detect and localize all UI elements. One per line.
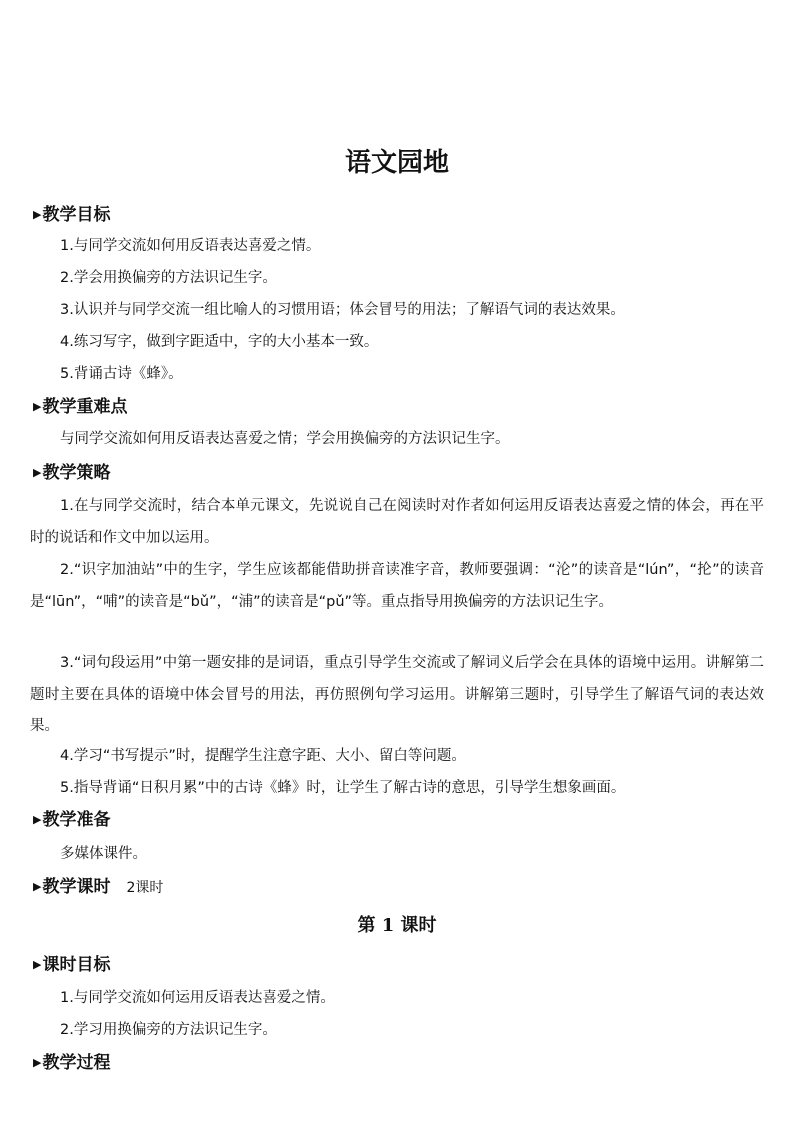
triangle-marker-icon: ▶	[33, 813, 42, 826]
goal-item: 1.与同学交流如何用反语表达喜爱之情。	[60, 238, 321, 254]
triangle-marker-icon: ▶	[33, 400, 42, 413]
section-heading-label: 教学准备	[42, 810, 111, 830]
goal-item: 2.学会用换偏旁的方法识记生字。	[60, 270, 277, 286]
goal-item: 3.认识并与同学交流一组比喻人的习惯用语；体会冒号的用法；了解语气词的表达效果。	[60, 302, 625, 318]
section-heading-label: 教学策略	[42, 463, 111, 483]
section-heading-periods	[33, 876, 163, 899]
section-heading-label: 教学重难点	[42, 397, 128, 417]
section-heading-preparation	[33, 809, 110, 831]
key-points-text: 与同学交流如何用反语表达喜爱之情；学会用换偏旁的方法识记生字。	[60, 431, 510, 447]
section-heading-key-points	[33, 396, 127, 418]
section-heading-label: 教学目标	[42, 205, 111, 225]
section-heading-label: 课时目标	[42, 955, 111, 975]
strategy-paragraph: 5.指导背诵“日积月累”中的古诗《蜂》时，让学生了解古诗的意思，引导学生想象画面。	[60, 780, 626, 796]
triangle-marker-icon: ▶	[33, 1056, 42, 1069]
section-heading-lesson-goals	[33, 954, 110, 976]
section-heading-label: 教学课时	[42, 877, 111, 897]
triangle-marker-icon: ▶	[33, 880, 42, 893]
triangle-marker-icon: ▶	[33, 958, 42, 971]
section-heading-label: 教学过程	[42, 1053, 111, 1073]
goal-item: 4.练习写字，做到字距适中，字的大小基本一致。	[60, 334, 379, 350]
goal-item: 5.背诵古诗《蜂》。	[60, 366, 183, 382]
strategy-paragraph: 2.“识字加油站”中的生字，学生应该都能借助拼音读准字音，教师要强调：“沦”的读音是“lún”，“抡”的读音是“lūn”，“哺”的读音是“bǔ”，“浦”的读音是“pǔ”等。重点指导用换偏旁的方法识记生字。	[30, 562, 764, 610]
preparation-text: 多媒体课件。	[60, 846, 147, 862]
strategy-paragraph: 4.学习“书写提示”时，提醒学生注意字距、大小、留白等问题。	[60, 748, 466, 764]
section-heading-goals	[33, 204, 110, 226]
triangle-marker-icon: ▶	[33, 466, 42, 479]
section-heading-strategies	[33, 462, 110, 484]
lesson-title: 第 1 课时	[357, 915, 437, 936]
periods-value: 2课时	[126, 880, 164, 896]
strategy-paragraph: 1.在与同学交流时，结合本单元课文，先说说自己在阅读时对作者如何运用反语表达喜爱之情的体会，再在平时的说话和作文中加以运用。	[30, 498, 764, 546]
lesson-goal-item: 1.与同学交流如何运用反语表达喜爱之情。	[60, 990, 335, 1006]
lesson-goal-item: 2.学习用换偏旁的方法识记生字。	[60, 1022, 277, 1038]
section-heading-process	[33, 1052, 110, 1074]
document-title: 语文园地	[344, 148, 449, 178]
triangle-marker-icon: ▶	[33, 208, 42, 221]
strategy-paragraph: 3.“词句段运用”中第一题安排的是词语，重点引导学生交流或了解词义后学会在具体的语境中运用。讲解第二题时主要在具体的语境中体会冒号的用法，再仿照例句学习运用。讲解第三题时，引导学生了解语气词的表达效果。	[30, 655, 764, 734]
